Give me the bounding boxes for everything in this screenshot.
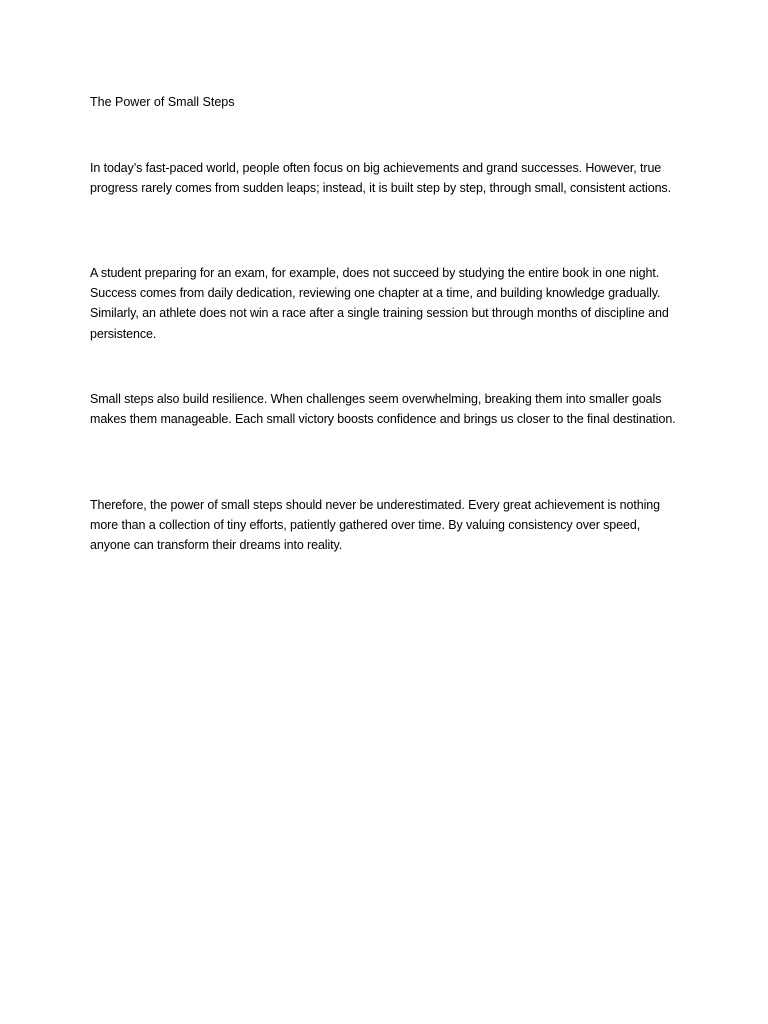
paragraph-examples: A student preparing for an exam, for example, does not succeed by studying the entire book in one night. Success comes from daily dedication, reviewing one chapter at a time, and building knowledge gradually. Similarly, an athlete does not win a race after a single training session but through months of discipline and persistence. bbox=[90, 266, 669, 341]
paragraph-intro: In today’s fast-paced world, people often focus on big achievements and grand successes. However, true progress rarely comes from sudden leaps; instead, it is built step by step, through small, consistent actions. bbox=[90, 161, 671, 196]
paragraph-conclusion: Therefore, the power of small steps should never be underestimated. Every great achievement is nothing more than a collection of tiny efforts, patiently gathered over time. By valuing consistency over speed, anyone can transform their dreams into reality. bbox=[90, 498, 660, 553]
document-title: The Power of Small Steps bbox=[90, 95, 235, 109]
paragraph-resilience: Small steps also build resilience. When challenges seem overwhelming, breaking them into smaller goals makes them manageable. Each small victory boosts confidence and brings us closer to the final destination. bbox=[90, 392, 676, 427]
